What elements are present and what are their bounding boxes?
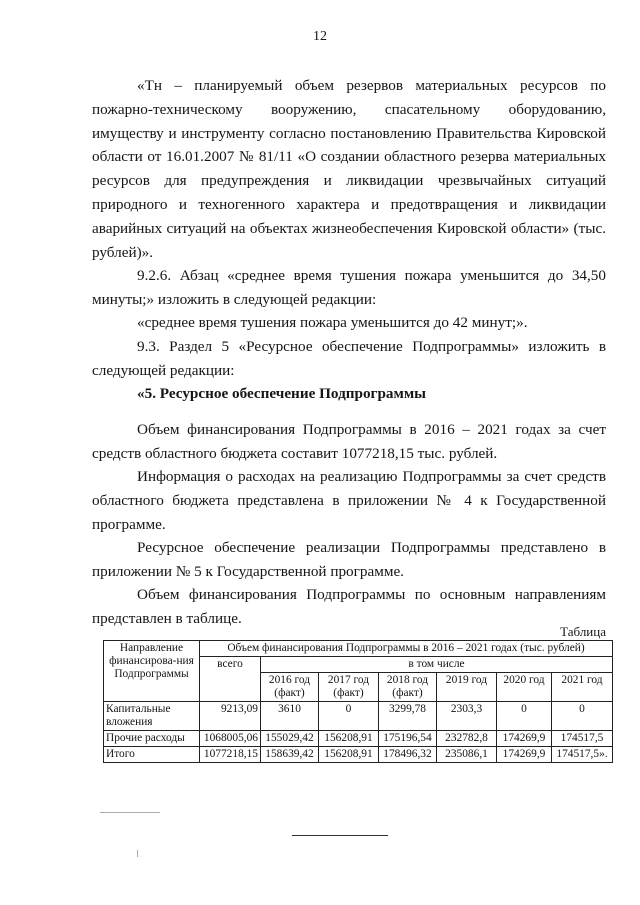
- funding-table: [103, 640, 613, 763]
- section-heading: «5. Ресурсное обеспечение Подпрограммы: [137, 385, 427, 402]
- table-row: [104, 731, 613, 747]
- cell-2021: 174517,5».: [552, 747, 613, 763]
- cell-2016: 158639,42: [261, 747, 319, 763]
- cell-2020: 0: [497, 702, 552, 731]
- cell-2019: 232782,8: [437, 731, 497, 747]
- cell-2018: 175196,54: [379, 731, 437, 747]
- row-label: Итого: [104, 747, 200, 763]
- cell-2020: 174269,9: [497, 731, 552, 747]
- paragraph-9-3: 9.3. Раздел 5 «Ресурсное обеспечение Подпрограммы» изложить в следующей редакции:: [92, 338, 606, 379]
- row-total: 9213,09: [200, 702, 261, 731]
- cell-2018: 178496,32: [379, 747, 437, 763]
- cell-2017: 156208,91: [319, 747, 379, 763]
- paragraph-9-2-6: 9.2.6. Абзац «среднее время тушения пожара уменьшится до 34,50 минуты;» изложить в следующей редакции:: [92, 267, 606, 308]
- paragraph-expenses-info: Информация о расходах на реализацию Подпрограммы за счет средств областного бюджета представлена в приложении № 4 к Государственной программе.: [92, 468, 606, 533]
- header-year-2020: 2020 год: [497, 673, 552, 702]
- cell-2016: 155029,42: [261, 731, 319, 747]
- table-caption: Таблица: [560, 624, 606, 639]
- header-year-2021: 2021 год: [552, 673, 613, 702]
- scan-speck: [137, 850, 138, 857]
- row-total: 1068005,06: [200, 731, 261, 747]
- paragraph-table-intro: Объем финансирования Подпрограммы по основным направлениям представлен в таблице.: [92, 586, 606, 627]
- cell-2021: 174517,5: [552, 731, 613, 747]
- header-year-2018: 2018 год (факт): [379, 673, 437, 702]
- header-year-2017: 2017 год (факт): [319, 673, 379, 702]
- page-number: 12: [313, 29, 327, 44]
- header-including: в том числе: [261, 657, 613, 673]
- scan-speck: [100, 812, 160, 813]
- header-year-2016: 2016 год (факт): [261, 673, 319, 702]
- header-direction: Направление финансирова-ния Подпрограммы: [104, 641, 200, 702]
- header-year-2019: 2019 год: [437, 673, 497, 702]
- paragraph-new-fire-time: «среднее время тушения пожара уменьшится до 42 минут;».: [137, 314, 528, 331]
- cell-2021: 0: [552, 702, 613, 731]
- end-rule: [292, 835, 388, 836]
- cell-2019: 235086,1: [437, 747, 497, 763]
- row-label: Капитальные вложения: [104, 702, 200, 731]
- row-total: 1077218,15: [200, 747, 261, 763]
- cell-2017: 0: [319, 702, 379, 731]
- paragraph-tn-definition: «Тн – планируемый объем резервов материальных ресурсов по пожарно-техническому вооружению, спасательному оборудованию, имуществу и инструменту согласно постановлению Правительства Кировской области от 16.01.2007 № 81/11 «О создании областного резерва материальных ресурсов для предупреждения и ликвидации чрезвычайных ситуаций природного и техногенного характера и предотвращения и ликвидации аварийных ситуаций на объектах жизнеобеспечения Кировской области» (тыс. рублей)».: [92, 77, 606, 261]
- header-total: всего: [200, 657, 261, 702]
- cell-2016: 3610: [261, 702, 319, 731]
- cell-2017: 156208,91: [319, 731, 379, 747]
- table-row: [104, 702, 613, 731]
- paragraph-resource-support: Ресурсное обеспечение реализации Подпрограммы представлено в приложении № 5 к Государственной программе.: [92, 539, 606, 580]
- paragraph-funding-volume: Объем финансирования Подпрограммы в 2016 – 2021 годах за счет средств областного бюджета составит 1077218,15 тыс. рублей.: [92, 421, 606, 462]
- cell-2018: 3299,78: [379, 702, 437, 731]
- table-row: [104, 747, 613, 763]
- row-label: Прочие расходы: [104, 731, 200, 747]
- header-volume: Объем финансирования Подпрограммы в 2016 – 2021 годах (тыс. рублей): [200, 641, 613, 657]
- cell-2020: 174269,9: [497, 747, 552, 763]
- cell-2019: 2303,3: [437, 702, 497, 731]
